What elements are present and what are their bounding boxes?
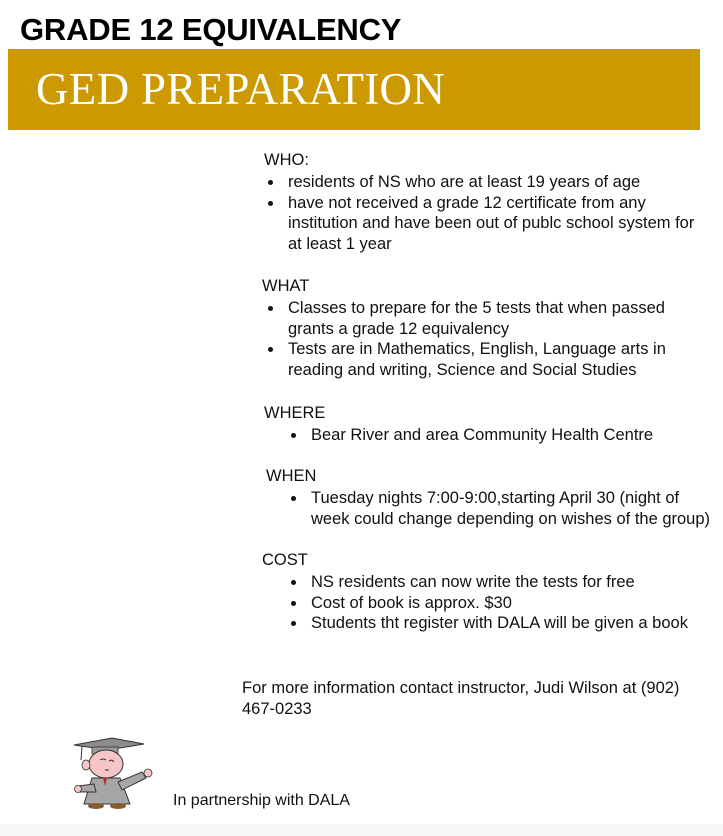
- graduate-cartoon-icon: [72, 734, 162, 810]
- banner-title: GED PREPARATION: [36, 64, 446, 114]
- bullet-icon: [291, 433, 296, 438]
- list-item-text: NS residents can now write the tests for free: [311, 573, 635, 591]
- bullet-icon: [291, 621, 296, 626]
- list-item: [268, 193, 708, 255]
- bullet-icon: [268, 306, 273, 311]
- bullet-icon: [291, 601, 296, 606]
- section-label-when: WHEN: [266, 467, 317, 485]
- bullet-icon: [268, 201, 273, 206]
- list-item: [268, 339, 708, 380]
- list-item-text: residents of NS who are at least 19 years of age: [288, 173, 641, 191]
- section-label-cost: COST: [262, 551, 308, 569]
- list-item: [291, 488, 716, 529]
- who-list: [268, 172, 708, 254]
- list-item-text: have not received a grade 12 certificate from any institution and have been out of publc school system for at least 1 year: [288, 193, 695, 253]
- list-item: [291, 572, 691, 593]
- bullet-icon: [291, 496, 296, 501]
- when-list: [291, 488, 716, 529]
- list-item: [291, 613, 691, 634]
- bullet-icon: [268, 180, 273, 185]
- partnership-note: In partnership with DALA: [173, 792, 350, 809]
- list-item: [291, 593, 691, 614]
- page-bottom-edge: [0, 824, 723, 836]
- list-item: [268, 298, 708, 339]
- bullet-icon: [291, 580, 296, 585]
- list-item-text: Students tht register with DALA will be given a book: [311, 614, 688, 632]
- list-item-text: Cost of book is approx. $30: [311, 593, 512, 612]
- contact-info: For more information contact instructor, Judi Wilson at (902) 467-0233: [242, 679, 680, 718]
- title-banner: [8, 49, 700, 130]
- page-heading: GRADE 12 EQUIVALENCY: [20, 12, 402, 47]
- what-list: [268, 298, 708, 380]
- list-item-text: Tuesday nights 7:00-9:00,starting April 30 (night of week could change depending on wishes of the group): [311, 489, 711, 528]
- section-label-what: WHAT: [262, 277, 310, 295]
- list-item-text: Bear River and area Community Health Centre: [311, 426, 654, 444]
- where-list: [291, 425, 711, 446]
- bullet-icon: [268, 347, 273, 352]
- list-item-text: Tests are in Mathematics, English, Language arts in reading and writing, Science and Social Studies: [288, 340, 666, 379]
- list-item: [268, 172, 708, 193]
- section-label-where: WHERE: [264, 404, 326, 422]
- list-item-text: Classes to prepare for the 5 tests that when passed grants a grade 12 equivalency: [288, 299, 665, 338]
- section-label-who: WHO:: [264, 151, 309, 169]
- cost-list: [291, 572, 691, 634]
- list-item: [291, 425, 711, 446]
